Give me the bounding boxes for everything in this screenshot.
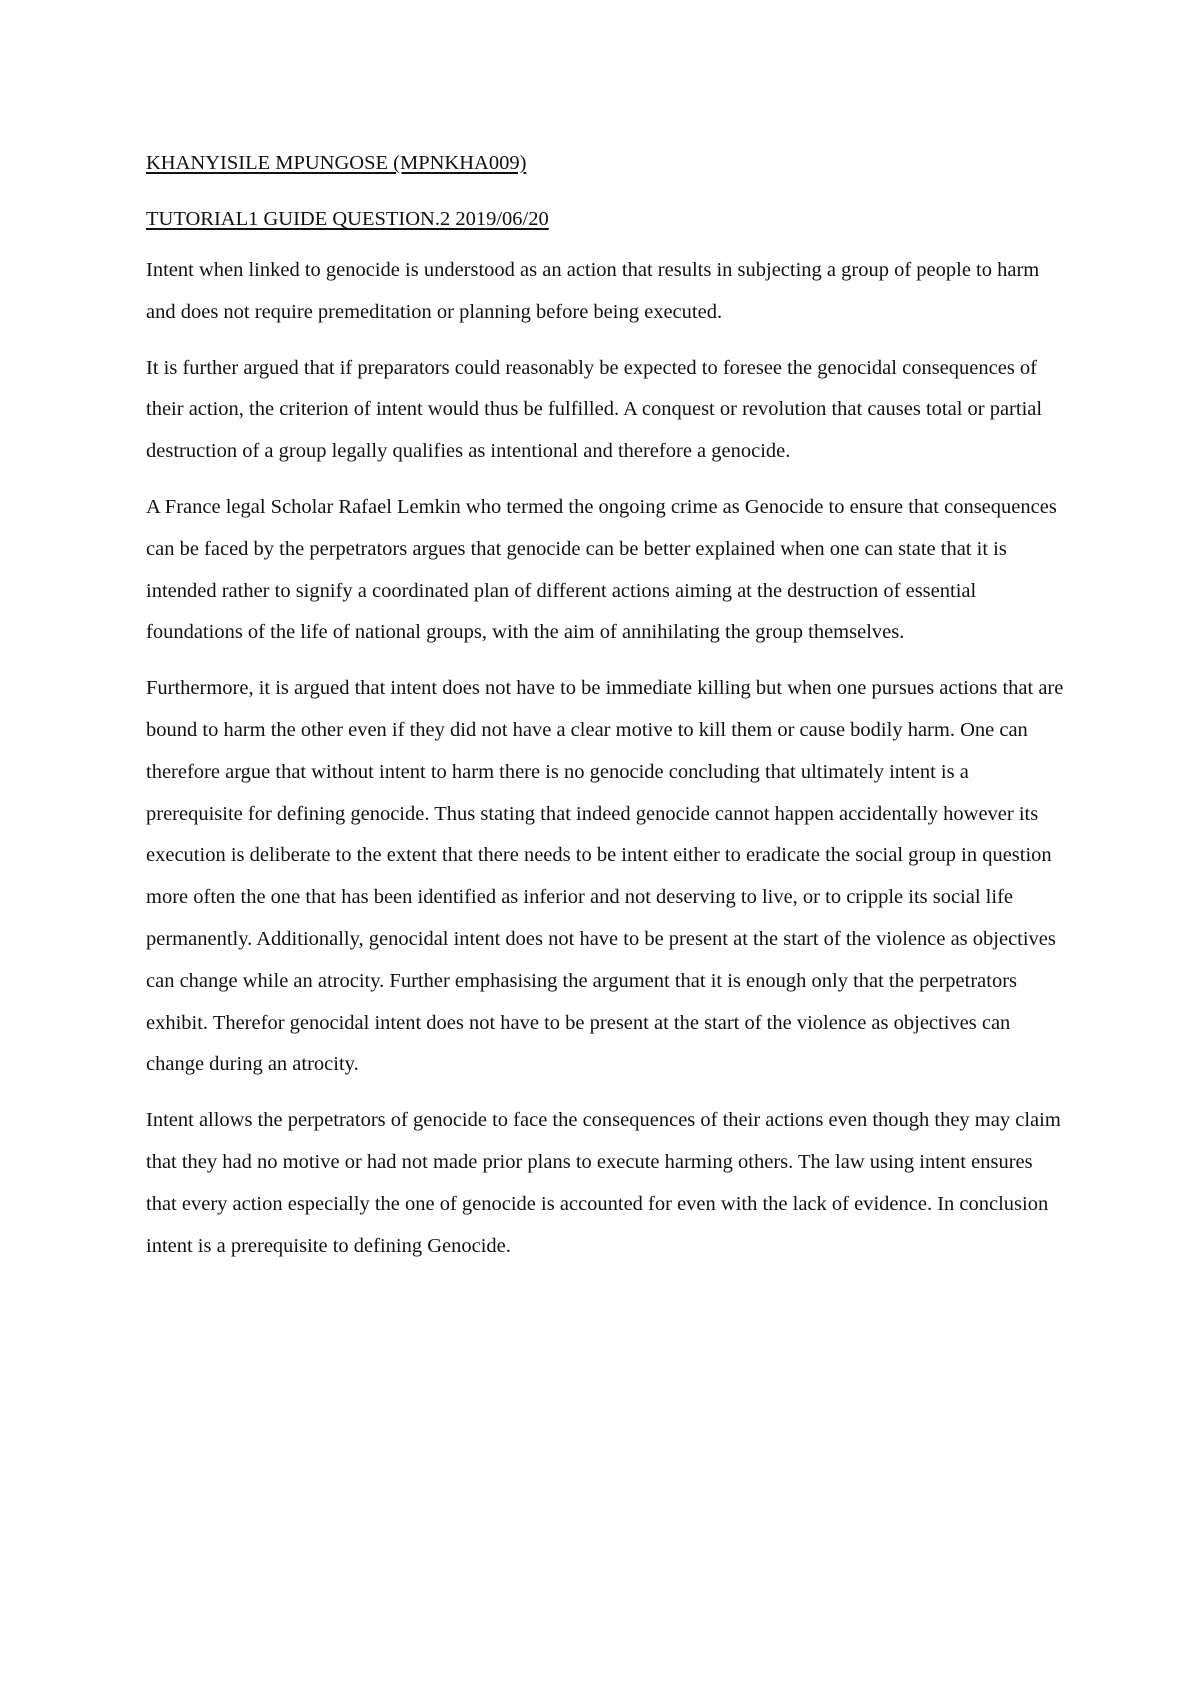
paragraph-foreseeable-consequences: It is further argued that if preparators could reasonably be expected to foresee the genocidal consequences of their action, the criterion of intent would thus be fulfilled. A conquest or revolution that causes total or partial destruction of a group legally qualifies as intentional and therefore a genocide. [146,356,1043,463]
paragraph-furthermore: Furthermore, it is argued that intent does not have to be immediate killing but when one pursues actions that are bound to harm the other even if they did not have a clear motive to kill them or cause bodily harm. One can therefore argue that without intent to harm there is no genocide concluding that ultimately intent is a prerequisite for defining genocide. Thus stating that indeed genocide cannot happen accidentally however its execution is deliberate to the extent that there needs to be intent either to eradicate the social group in question more often the one that has been identified as inferior and not deserving to live, or to cripple its social life permanently. Additionally, genocidal intent does not have to be present at the start of the violence as objectives can change while an atrocity. Further emphasising the argument that it is enough only that the perpetrators exhibit. Therefor genocidal intent does not have to be present at the start of the violence as objectives can change during an atrocity. [146,677,1064,1076]
paragraph-intent-definition: Intent when linked to genocide is understood as an action that results in subjecting a group of people to harm and does not require premeditation or planning before being executed. [146,259,1040,323]
author-heading: KHANYISILE MPUNGOSE (MPNKHA009) [146,152,527,174]
paragraph-conclusion: Intent allows the perpetrators of genocide to face the consequences of their actions even though they may claim that they had no motive or had not made prior plans to execute harming others. The law using intent ensures that every action especially the one of genocide is accounted for even with the lack of evidence. In conclusion intent is a prerequisite to defining Genocide. [146,1109,1061,1257]
paragraph-lemkin: A France legal Scholar Rafael Lemkin who termed the ongoing crime as Genocide to ensure that consequences can be faced by the perpetrators argues that genocide can be better explained when one can state that it is intended rather to signify a coordinated plan of different actions aiming at the destruction of essential foundations of the life of national groups, with the aim of annihilating the group themselves. [146,495,1057,644]
tutorial-heading: TUTORIAL1 GUIDE QUESTION.2 2019/06/20 [146,208,549,230]
document-body [146,142,1066,1281]
